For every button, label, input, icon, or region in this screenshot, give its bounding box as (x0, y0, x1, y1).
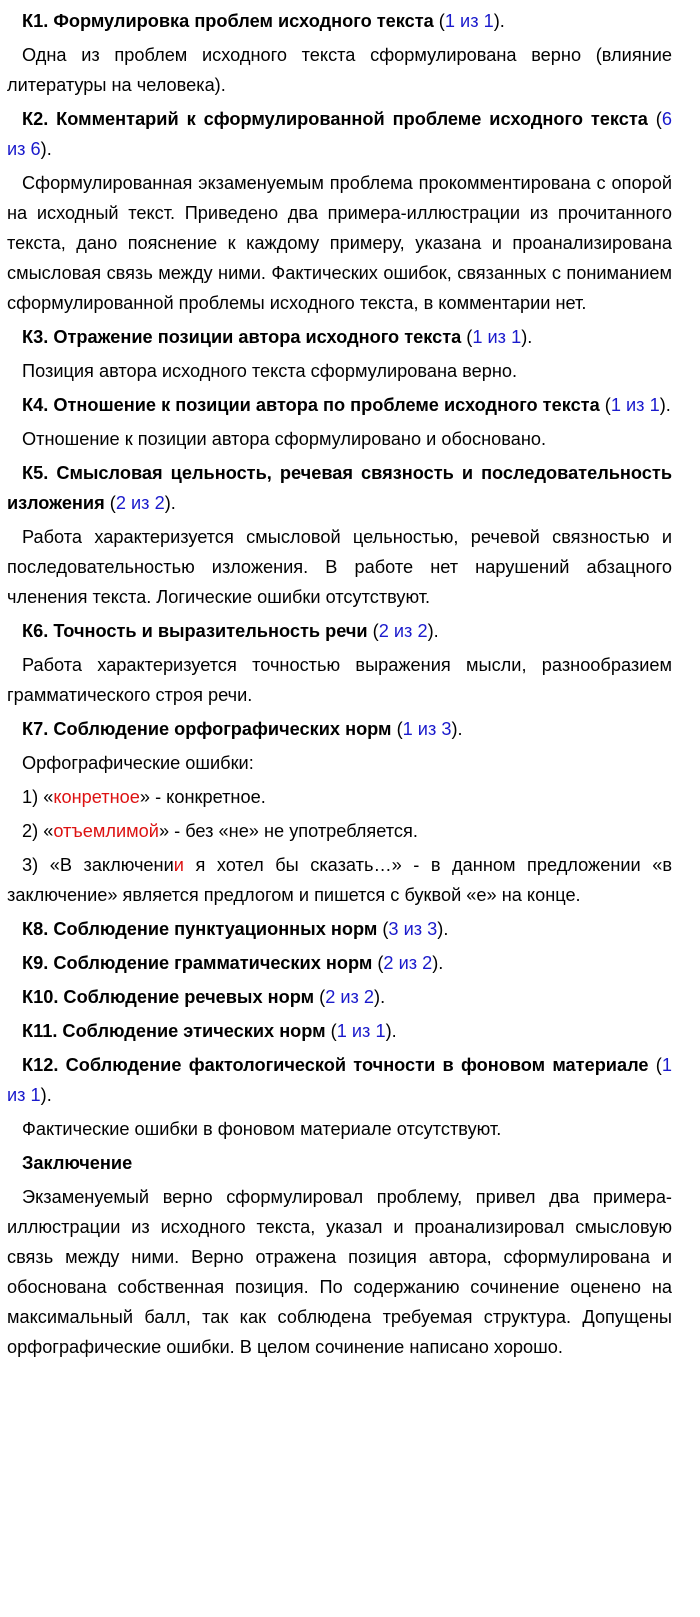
criterion-k4-heading: К4. Отношение к позиции автора по проблеме исходного текста (1 из 1). (22, 395, 671, 415)
criterion-score: 2 из 2 (378, 621, 428, 641)
conclusion-title: Заключение (22, 1153, 133, 1173)
criterion-k7-heading: К7. Соблюдение орфографических норм (1 из 3). (22, 719, 463, 739)
criterion-score: 3 из 3 (388, 919, 438, 939)
criterion-k2-text: Сформулированная экзаменуемым проблема прокомментирована с опорой на исходный текст. Приведено два примера-иллюстрации из прочитанного текста, дано пояснение к каждому примеру, указана и проанализирована смысловая связь между ними. Фактических ошибок, связанных с пониманием сформулированной проблемы исходного текста, в комментарии нет. (7, 173, 672, 313)
criterion-k3-text: Позиция автора исходного текста сформулирована верно. (22, 361, 518, 381)
criterion-k5-heading: К5. Смысловая цельность, речевая связность и последовательность изложения (2 из 2). (7, 463, 672, 513)
criterion-score: 1 из 1 (610, 395, 660, 415)
criterion-k9-heading: К9. Соблюдение грамматических норм (2 из 2). (22, 953, 444, 973)
criterion-k8-heading: К8. Соблюдение пунктуационных норм (3 из 3). (22, 919, 449, 939)
error-explanation: » - конкретное. (139, 787, 266, 807)
criterion-title: К2. Комментарий к сформулированной проблеме исходного текста (22, 109, 648, 129)
criterion-score: 2 из 2 (325, 987, 375, 1007)
error-prefix: 1) « (22, 787, 54, 807)
error-prefix: 2) « (22, 821, 54, 841)
criterion-title: К9. Соблюдение грамматических норм (22, 953, 373, 973)
criterion-score: 6 из 6 (7, 109, 672, 159)
criterion-title: К8. Соблюдение пунктуационных норм (22, 919, 378, 939)
criterion-title: К11. Соблюдение этических норм (22, 1021, 326, 1041)
criterion-k11-heading: К11. Соблюдение этических норм (1 из 1). (22, 1021, 397, 1041)
criterion-k1-text: Одна из проблем исходного текста сформулирована верно (влияние литературы на человека). (7, 45, 672, 95)
criterion-title: К1. Формулировка проблем исходного текста (22, 11, 434, 31)
conclusion-heading (7, 1148, 672, 1178)
error-word: отъемлимой (53, 821, 159, 841)
criterion-title: К12. Соблюдение фактологической точности в фоновом материале (22, 1055, 649, 1075)
criterion-k7-text: Орфографические ошибки: (22, 753, 254, 773)
criterion-title: К3. Отражение позиции автора исходного текста (22, 327, 462, 347)
error-explanation: » - без «не» не употребляется. (158, 821, 418, 841)
spelling-error-item (7, 782, 672, 812)
criterion-k12-text: Фактические ошибки в фоновом материале отсутствуют. (22, 1119, 502, 1139)
criterion-score: 1 из 1 (7, 1055, 672, 1105)
criterion-k1-heading: К1. Формулировка проблем исходного текста (1 из 1). (22, 11, 505, 31)
criterion-k4-text: Отношение к позиции автора сформулировано и обосновано. (22, 429, 547, 449)
criterion-score: 1 из 3 (402, 719, 452, 739)
criterion-score: 1 из 1 (472, 327, 522, 347)
spelling-error-item (7, 850, 672, 910)
criterion-k6-text: Работа характеризуется точностью выражения мысли, разнообразием грамматического строя речи. (7, 655, 672, 705)
criterion-score: 1 из 1 (444, 11, 494, 31)
criterion-title: К5. Смысловая цельность, речевая связность и последовательность изложения (7, 463, 672, 513)
criterion-score: 2 из 2 (383, 953, 433, 973)
conclusion-text: Экзаменуемый верно сформулировал проблему, привел два примера-иллюстрации из исходного текста, указал и проанализировал смысловую связь между ними. Верно отражена позиция автора, сформулирована и обоснована собственная позиция. По содержанию сочинение оценено на максимальный балл, так как соблюдена требуемая структура. Допущены орфографические ошибки. В целом сочинение написано хорошо. (7, 1187, 672, 1357)
criterion-score: 2 из 2 (115, 493, 165, 513)
error-explanation: я хотел бы сказать…» - в данном предложении «в заключение» является предлогом и пишется с буквой «е» на конце. (7, 855, 672, 905)
criterion-k6-heading: К6. Точность и выразительность речи (2 из 2). (22, 621, 439, 641)
error-word: конретное (53, 787, 140, 807)
criterion-title: К6. Точность и выразительность речи (22, 621, 368, 641)
spelling-error-item (7, 816, 672, 846)
criterion-title: К4. Отношение к позиции автора по проблеме исходного текста (22, 395, 600, 415)
criterion-title: К10. Соблюдение речевых норм (22, 987, 315, 1007)
criterion-k2-heading: К2. Комментарий к сформулированной проблеме исходного текста (6 из 6). (7, 109, 672, 159)
criterion-score: 1 из 1 (336, 1021, 386, 1041)
criterion-k12-heading: К12. Соблюдение фактологической точности в фоновом материале (1 из 1). (7, 1055, 672, 1105)
criterion-k3-heading: К3. Отражение позиции автора исходного текста (1 из 1). (22, 327, 533, 347)
criterion-k5-text: Работа характеризуется смысловой цельностью, речевой связностью и последовательностью изложения. В работе нет нарушений абзацного членения текста. Логические ошибки отсутствуют. (7, 527, 672, 607)
criterion-k10-heading: К10. Соблюдение речевых норм (2 из 2). (22, 987, 386, 1007)
error-prefix: 3) «В заключени (22, 855, 174, 875)
criterion-title: К7. Соблюдение орфографических норм (22, 719, 392, 739)
error-word: и (173, 855, 184, 875)
